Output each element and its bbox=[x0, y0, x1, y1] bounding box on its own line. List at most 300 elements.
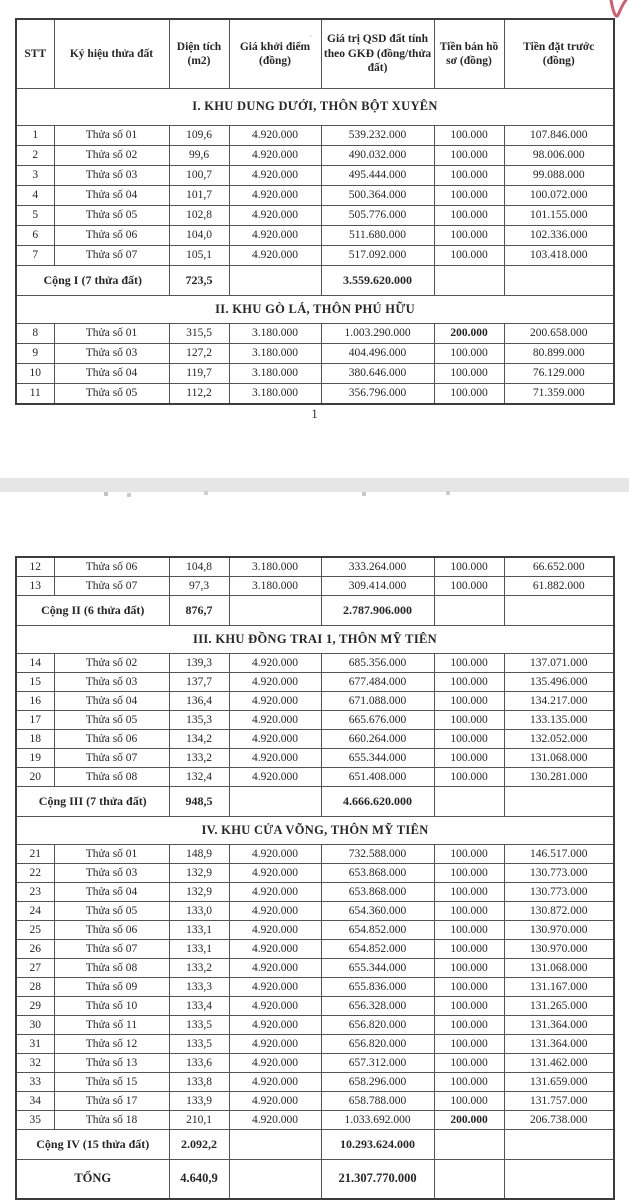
table-cell: 3.180.000 bbox=[229, 557, 321, 577]
table-row bbox=[16, 997, 614, 1016]
table-cell: 12 bbox=[16, 557, 54, 577]
empty-cell bbox=[504, 266, 614, 296]
table-cell: 97,3 bbox=[169, 577, 229, 596]
table-cell: 658.788.000 bbox=[321, 1092, 434, 1111]
table-cell: 4.920.000 bbox=[229, 692, 321, 711]
table-cell: 658.296.000 bbox=[321, 1073, 434, 1092]
table-cell: 3.180.000 bbox=[229, 577, 321, 596]
table-cell: 660.264.000 bbox=[321, 730, 434, 749]
table-cell: 4.920.000 bbox=[229, 654, 321, 673]
table-cell: Thửa số 05 bbox=[54, 206, 169, 226]
table-cell: 100.000 bbox=[434, 940, 504, 959]
table-cell: 4.920.000 bbox=[229, 186, 321, 206]
empty-cell bbox=[229, 596, 321, 626]
empty-cell bbox=[504, 596, 614, 626]
table-cell: 133,0 bbox=[169, 902, 229, 921]
table-cell: 130.281.000 bbox=[504, 768, 614, 787]
table-cell: 133,2 bbox=[169, 749, 229, 768]
table-cell: 19 bbox=[16, 749, 54, 768]
table-cell: Thửa số 05 bbox=[54, 711, 169, 730]
table-row bbox=[16, 959, 614, 978]
column-header: Giá trị QSD đất tính theo GKĐ (đồng/thửa đất) bbox=[321, 19, 434, 89]
table-cell: 101.155.000 bbox=[504, 206, 614, 226]
table-cell: 101,7 bbox=[169, 186, 229, 206]
table-cell: 380.646.000 bbox=[321, 364, 434, 384]
table-cell: 99.088.000 bbox=[504, 166, 614, 186]
table-cell: Thửa số 17 bbox=[54, 1092, 169, 1111]
table-cell: 109,6 bbox=[169, 126, 229, 146]
table-cell: 100.000 bbox=[434, 692, 504, 711]
table-cell: 4.920.000 bbox=[229, 166, 321, 186]
table-cell: 130.773.000 bbox=[504, 864, 614, 883]
table-cell: 133,1 bbox=[169, 921, 229, 940]
table-cell: 4.920.000 bbox=[229, 902, 321, 921]
table-cell: 14 bbox=[16, 654, 54, 673]
table-cell: 27 bbox=[16, 959, 54, 978]
table-row bbox=[16, 384, 614, 405]
table-cell: 119,7 bbox=[169, 364, 229, 384]
table-cell: 100.000 bbox=[434, 711, 504, 730]
table-cell: 105,1 bbox=[169, 246, 229, 266]
table-cell: 35 bbox=[16, 1111, 54, 1130]
table-row bbox=[16, 711, 614, 730]
table-cell: 5 bbox=[16, 206, 54, 226]
table-cell: 17 bbox=[16, 711, 54, 730]
summary-total: 10.293.624.000 bbox=[321, 1130, 434, 1160]
table-cell: Thửa số 01 bbox=[54, 126, 169, 146]
table-cell: Thửa số 04 bbox=[54, 692, 169, 711]
table-cell: 30 bbox=[16, 1016, 54, 1035]
table-cell: 130.970.000 bbox=[504, 940, 614, 959]
table-row bbox=[16, 186, 614, 206]
table-row bbox=[16, 902, 614, 921]
table-cell: Thửa số 01 bbox=[54, 845, 169, 864]
table-cell: 102.336.000 bbox=[504, 226, 614, 246]
table-cell: 100.000 bbox=[434, 246, 504, 266]
table-cell: 3.180.000 bbox=[229, 344, 321, 364]
table-cell: 3.180.000 bbox=[229, 324, 321, 344]
table-cell: 654.852.000 bbox=[321, 940, 434, 959]
table-cell: 655.344.000 bbox=[321, 959, 434, 978]
section-row bbox=[16, 89, 614, 126]
table-cell: 100.000 bbox=[434, 146, 504, 166]
table-row bbox=[16, 864, 614, 883]
table-cell: 26 bbox=[16, 940, 54, 959]
table-cell: 100.072.000 bbox=[504, 186, 614, 206]
section-title: I. KHU DUNG DƯỚI, THÔN BỘT XUYÊN bbox=[16, 89, 614, 126]
table-cell: Thửa số 09 bbox=[54, 978, 169, 997]
table-row bbox=[16, 940, 614, 959]
table-cell: 505.776.000 bbox=[321, 206, 434, 226]
column-header: Tiền đặt trước (đồng) bbox=[504, 19, 614, 89]
table-cell: 28 bbox=[16, 978, 54, 997]
table-cell: Thửa số 06 bbox=[54, 730, 169, 749]
table-cell: 100.000 bbox=[434, 1054, 504, 1073]
table-cell: 200.000 bbox=[434, 324, 504, 344]
table-cell: 4.920.000 bbox=[229, 1035, 321, 1054]
table-cell: 7 bbox=[16, 246, 54, 266]
table-cell: 1 bbox=[16, 126, 54, 146]
table-cell: 4.920.000 bbox=[229, 1073, 321, 1092]
table-cell: 4 bbox=[16, 186, 54, 206]
empty-cell bbox=[434, 1130, 504, 1160]
table-cell: 112,2 bbox=[169, 384, 229, 405]
section-title: IV. KHU CỬA VÕNG, THÔN MỸ TIÊN bbox=[16, 817, 614, 845]
table-cell: 130.970.000 bbox=[504, 921, 614, 940]
table-cell: Thửa số 02 bbox=[54, 654, 169, 673]
table-cell: 309.414.000 bbox=[321, 577, 434, 596]
table-cell: 4.920.000 bbox=[229, 959, 321, 978]
table-row bbox=[16, 1073, 614, 1092]
table-cell: 135.496.000 bbox=[504, 673, 614, 692]
table-cell: 655.344.000 bbox=[321, 749, 434, 768]
auction-table-page-2 bbox=[15, 556, 615, 1200]
table-cell: 135,3 bbox=[169, 711, 229, 730]
table-cell: 133,9 bbox=[169, 1092, 229, 1111]
table-cell: 4.920.000 bbox=[229, 864, 321, 883]
table-cell: Thửa số 02 bbox=[54, 146, 169, 166]
summary-area: 723,5 bbox=[169, 266, 229, 296]
summary-total: 3.559.620.000 bbox=[321, 266, 434, 296]
table-cell: 4.920.000 bbox=[229, 226, 321, 246]
section-row bbox=[16, 626, 614, 654]
summary-label: TỔNG bbox=[16, 1160, 169, 1200]
table-cell: 32 bbox=[16, 1054, 54, 1073]
empty-cell bbox=[434, 596, 504, 626]
table-cell: 653.868.000 bbox=[321, 864, 434, 883]
table-cell: Thửa số 13 bbox=[54, 1054, 169, 1073]
table-row bbox=[16, 557, 614, 577]
table-cell: 76.129.000 bbox=[504, 364, 614, 384]
summary-label: Cộng I (7 thửa đất) bbox=[16, 266, 169, 296]
table-cell: Thửa số 15 bbox=[54, 1073, 169, 1092]
table-cell: 16 bbox=[16, 692, 54, 711]
table-cell: 104,0 bbox=[169, 226, 229, 246]
column-header: Giá khởi điểm (đồng) bbox=[229, 19, 321, 89]
table-cell: 4.920.000 bbox=[229, 1054, 321, 1073]
table-cell: 23 bbox=[16, 883, 54, 902]
section-row bbox=[16, 817, 614, 845]
table-cell: 2 bbox=[16, 146, 54, 166]
table-cell: Thửa số 05 bbox=[54, 384, 169, 405]
table-cell: 131.462.000 bbox=[504, 1054, 614, 1073]
table-cell: 22 bbox=[16, 864, 54, 883]
table-cell: 100.000 bbox=[434, 384, 504, 405]
table-row bbox=[16, 654, 614, 673]
summary-area: 876,7 bbox=[169, 596, 229, 626]
table-cell: Thửa số 08 bbox=[54, 959, 169, 978]
page-separator bbox=[0, 478, 629, 492]
table-cell: 100.000 bbox=[434, 557, 504, 577]
table-cell: 210,1 bbox=[169, 1111, 229, 1130]
table-cell: Thửa số 07 bbox=[54, 749, 169, 768]
table-cell: 137.071.000 bbox=[504, 654, 614, 673]
table-cell: 657.312.000 bbox=[321, 1054, 434, 1073]
table-cell: 133,5 bbox=[169, 1035, 229, 1054]
table-cell: Thửa số 12 bbox=[54, 1035, 169, 1054]
table-cell: 4.920.000 bbox=[229, 206, 321, 226]
table-row bbox=[16, 126, 614, 146]
table-cell: 100.000 bbox=[434, 864, 504, 883]
table-cell: Thửa số 01 bbox=[54, 324, 169, 344]
table-cell: 4.920.000 bbox=[229, 126, 321, 146]
table-cell: 4.920.000 bbox=[229, 940, 321, 959]
table-cell: 1.003.290.000 bbox=[321, 324, 434, 344]
table-cell: Thửa số 11 bbox=[54, 1016, 169, 1035]
table-cell: 139,3 bbox=[169, 654, 229, 673]
table-row bbox=[16, 749, 614, 768]
table-cell: 133,1 bbox=[169, 940, 229, 959]
table-cell: 148,9 bbox=[169, 845, 229, 864]
table-cell: 131.265.000 bbox=[504, 997, 614, 1016]
table-cell: Thửa số 06 bbox=[54, 557, 169, 577]
table-cell: 133,6 bbox=[169, 1054, 229, 1073]
red-ink-mark bbox=[608, 0, 628, 30]
table-cell: Thửa số 03 bbox=[54, 166, 169, 186]
table-cell: Thửa số 03 bbox=[54, 864, 169, 883]
table-cell: 133.135.000 bbox=[504, 711, 614, 730]
table-cell: 100.000 bbox=[434, 344, 504, 364]
table-cell: 132,9 bbox=[169, 864, 229, 883]
table-cell: 71.359.000 bbox=[504, 384, 614, 405]
summary-area: 4.640,9 bbox=[169, 1160, 229, 1200]
table-row bbox=[16, 166, 614, 186]
table-cell: 102,8 bbox=[169, 206, 229, 226]
table-cell: Thửa số 05 bbox=[54, 902, 169, 921]
table-row bbox=[16, 730, 614, 749]
table-cell: Thửa số 07 bbox=[54, 940, 169, 959]
table-cell: 655.836.000 bbox=[321, 978, 434, 997]
table-cell: 20 bbox=[16, 768, 54, 787]
table-cell: 100.000 bbox=[434, 577, 504, 596]
table-cell: 356.796.000 bbox=[321, 384, 434, 405]
table-cell: 99,6 bbox=[169, 146, 229, 166]
table-row bbox=[16, 364, 614, 384]
table-cell: 103.418.000 bbox=[504, 246, 614, 266]
table-cell: 4.920.000 bbox=[229, 749, 321, 768]
table-cell: 206.738.000 bbox=[504, 1111, 614, 1130]
table-cell: 100.000 bbox=[434, 1016, 504, 1035]
table-cell: 132,9 bbox=[169, 883, 229, 902]
grand-total-row bbox=[16, 1160, 614, 1200]
table-cell: Thửa số 06 bbox=[54, 226, 169, 246]
table-cell: 653.868.000 bbox=[321, 883, 434, 902]
table-cell: 4.920.000 bbox=[229, 1016, 321, 1035]
table-cell: 29 bbox=[16, 997, 54, 1016]
section-title: III. KHU ĐỒNG TRAI 1, THÔN MỸ TIÊN bbox=[16, 626, 614, 654]
table-cell: 685.356.000 bbox=[321, 654, 434, 673]
table-cell: 333.264.000 bbox=[321, 557, 434, 577]
table-cell: 4.920.000 bbox=[229, 845, 321, 864]
table-cell: 33 bbox=[16, 1073, 54, 1092]
table-cell: 654.852.000 bbox=[321, 921, 434, 940]
table-cell: 100.000 bbox=[434, 126, 504, 146]
section-row bbox=[16, 296, 614, 324]
table-cell: 100.000 bbox=[434, 959, 504, 978]
table-cell: 4.920.000 bbox=[229, 997, 321, 1016]
table-cell: 100.000 bbox=[434, 902, 504, 921]
table-row bbox=[16, 324, 614, 344]
table-cell: 146.517.000 bbox=[504, 845, 614, 864]
table-cell: 61.882.000 bbox=[504, 577, 614, 596]
table-cell: Thửa số 08 bbox=[54, 768, 169, 787]
table-cell: 131.167.000 bbox=[504, 978, 614, 997]
table-cell: 100.000 bbox=[434, 673, 504, 692]
table-cell: 200.000 bbox=[434, 1111, 504, 1130]
column-header: Ký hiệu thửa đất bbox=[54, 19, 169, 89]
summary-label: Cộng III (7 thửa đất) bbox=[16, 787, 169, 817]
table-cell: 98.006.000 bbox=[504, 146, 614, 166]
table-cell: 131.757.000 bbox=[504, 1092, 614, 1111]
table-cell: 100.000 bbox=[434, 749, 504, 768]
empty-cell bbox=[504, 787, 614, 817]
table-cell: 100.000 bbox=[434, 654, 504, 673]
table-cell: 136,4 bbox=[169, 692, 229, 711]
table-cell: 4.920.000 bbox=[229, 921, 321, 940]
table-cell: 6 bbox=[16, 226, 54, 246]
empty-cell bbox=[434, 787, 504, 817]
table-cell: 10 bbox=[16, 364, 54, 384]
table-cell: 100.000 bbox=[434, 206, 504, 226]
table-cell: 100.000 bbox=[434, 226, 504, 246]
table-cell: 131.364.000 bbox=[504, 1016, 614, 1035]
table-row bbox=[16, 226, 614, 246]
table-cell: 100.000 bbox=[434, 364, 504, 384]
table-cell: 133,8 bbox=[169, 1073, 229, 1092]
table-cell: 66.652.000 bbox=[504, 557, 614, 577]
table-cell: 11 bbox=[16, 384, 54, 405]
table-cell: 500.364.000 bbox=[321, 186, 434, 206]
table-row bbox=[16, 246, 614, 266]
table-cell: 21 bbox=[16, 845, 54, 864]
table-cell: 200.658.000 bbox=[504, 324, 614, 344]
table-cell: 4.920.000 bbox=[229, 730, 321, 749]
summary-row bbox=[16, 787, 614, 817]
table-cell: Thửa số 18 bbox=[54, 1111, 169, 1130]
table-cell: 665.676.000 bbox=[321, 711, 434, 730]
summary-row bbox=[16, 596, 614, 626]
table-cell: 100.000 bbox=[434, 997, 504, 1016]
table-cell: Thửa số 10 bbox=[54, 997, 169, 1016]
summary-row bbox=[16, 1130, 614, 1160]
table-cell: 100.000 bbox=[434, 978, 504, 997]
table-cell: 495.444.000 bbox=[321, 166, 434, 186]
summary-label: Cộng IV (15 thửa đất) bbox=[16, 1130, 169, 1160]
table-cell: 100.000 bbox=[434, 768, 504, 787]
table-cell: 24 bbox=[16, 902, 54, 921]
table-cell: 4.920.000 bbox=[229, 146, 321, 166]
table-cell: 100,7 bbox=[169, 166, 229, 186]
table-cell: 131.659.000 bbox=[504, 1073, 614, 1092]
table-cell: Thửa số 03 bbox=[54, 673, 169, 692]
table-row bbox=[16, 1092, 614, 1111]
table-cell: 133,3 bbox=[169, 978, 229, 997]
table-cell: 4.920.000 bbox=[229, 246, 321, 266]
table-cell: Thửa số 06 bbox=[54, 921, 169, 940]
table-cell: Thửa số 04 bbox=[54, 364, 169, 384]
table-cell: 9 bbox=[16, 344, 54, 364]
table-cell: 4.920.000 bbox=[229, 673, 321, 692]
table-cell: 31 bbox=[16, 1035, 54, 1054]
table-row bbox=[16, 845, 614, 864]
table-cell: 132.052.000 bbox=[504, 730, 614, 749]
table-cell: 80.899.000 bbox=[504, 344, 614, 364]
section-title: II. KHU GÒ LÁ, THÔN PHÚ HỮU bbox=[16, 296, 614, 324]
empty-cell bbox=[229, 1160, 321, 1200]
table-cell: 134,2 bbox=[169, 730, 229, 749]
table-row bbox=[16, 577, 614, 596]
table-cell: 100.000 bbox=[434, 166, 504, 186]
empty-cell bbox=[434, 266, 504, 296]
table-cell: Thửa số 07 bbox=[54, 577, 169, 596]
summary-label: Cộng II (6 thửa đất) bbox=[16, 596, 169, 626]
table-cell: 133,5 bbox=[169, 1016, 229, 1035]
table-row bbox=[16, 1111, 614, 1130]
summary-total: 21.307.770.000 bbox=[321, 1160, 434, 1200]
table-cell: 8 bbox=[16, 324, 54, 344]
column-header: Diện tích (m2) bbox=[169, 19, 229, 89]
table-cell: 3.180.000 bbox=[229, 364, 321, 384]
table-cell: Thửa số 07 bbox=[54, 246, 169, 266]
table-cell: 100.000 bbox=[434, 883, 504, 902]
table-cell: 315,5 bbox=[169, 324, 229, 344]
table-row bbox=[16, 1035, 614, 1054]
table-cell: 3.180.000 bbox=[229, 384, 321, 405]
table-cell: 130.872.000 bbox=[504, 902, 614, 921]
summary-area: 2.092,2 bbox=[169, 1130, 229, 1160]
table-row bbox=[16, 883, 614, 902]
empty-cell bbox=[504, 1130, 614, 1160]
table-cell: 18 bbox=[16, 730, 54, 749]
table-cell: 3 bbox=[16, 166, 54, 186]
table-cell: 100.000 bbox=[434, 730, 504, 749]
table-cell: 656.820.000 bbox=[321, 1016, 434, 1035]
column-header: Tiền bán hồ sơ (đồng) bbox=[434, 19, 504, 89]
table-cell: 4.920.000 bbox=[229, 883, 321, 902]
table-row bbox=[16, 673, 614, 692]
table-cell: 131.364.000 bbox=[504, 1035, 614, 1054]
table-row bbox=[16, 146, 614, 166]
table-row bbox=[16, 344, 614, 364]
table-cell: 4.920.000 bbox=[229, 978, 321, 997]
empty-cell bbox=[229, 787, 321, 817]
table-cell: 137,7 bbox=[169, 673, 229, 692]
summary-total: 2.787.906.000 bbox=[321, 596, 434, 626]
table-cell: 539.232.000 bbox=[321, 126, 434, 146]
table-cell: 34 bbox=[16, 1092, 54, 1111]
table-cell: Thửa số 04 bbox=[54, 186, 169, 206]
table-cell: 107.846.000 bbox=[504, 126, 614, 146]
table-cell: 517.092.000 bbox=[321, 246, 434, 266]
summary-area: 948,5 bbox=[169, 787, 229, 817]
scan-noise-specks bbox=[0, 0, 2, 2]
table-cell: 490.032.000 bbox=[321, 146, 434, 166]
table-cell: 100.000 bbox=[434, 845, 504, 864]
table-cell: 4.920.000 bbox=[229, 768, 321, 787]
column-header: STT bbox=[16, 19, 54, 89]
empty-cell bbox=[504, 1160, 614, 1200]
table-row bbox=[16, 768, 614, 787]
table-row bbox=[16, 1016, 614, 1035]
table-cell: 133,2 bbox=[169, 959, 229, 978]
table-cell: 100.000 bbox=[434, 1092, 504, 1111]
table-cell: 4.920.000 bbox=[229, 1111, 321, 1130]
table-cell: 732.588.000 bbox=[321, 845, 434, 864]
table-row bbox=[16, 978, 614, 997]
empty-cell bbox=[229, 266, 321, 296]
table-cell: 4.920.000 bbox=[229, 711, 321, 730]
table-cell: 133,4 bbox=[169, 997, 229, 1016]
